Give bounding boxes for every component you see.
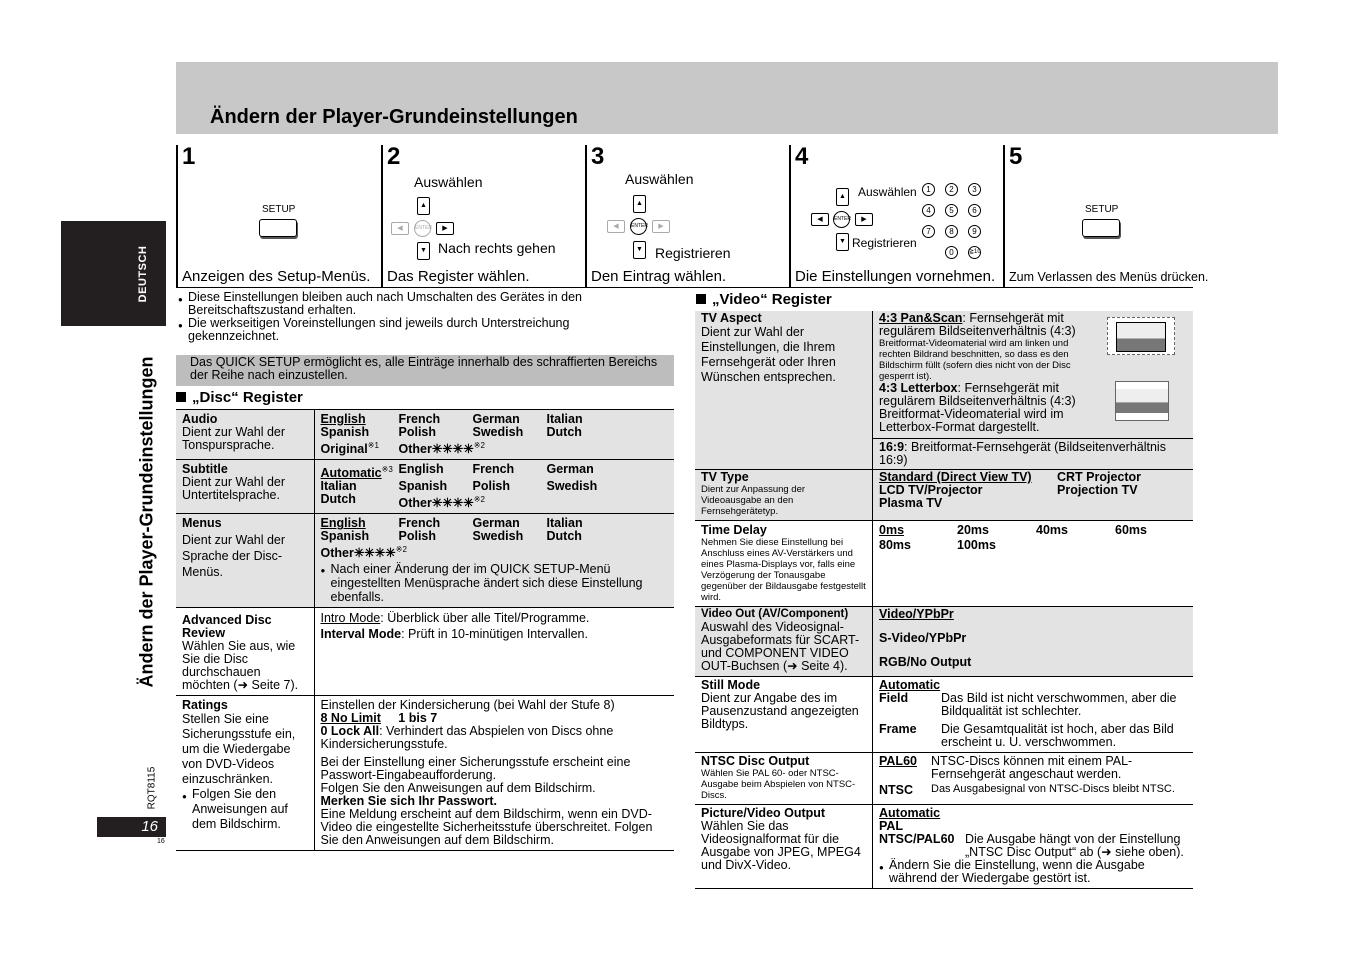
table-row [176, 607, 674, 695]
enter-button[interactable]: ENTER [833, 211, 850, 228]
setting-name: Video Out (AV/Component) [701, 608, 849, 620]
numkey-8[interactable]: 8 [945, 225, 958, 238]
option-pal60[interactable]: PAL60 NTSC-Discs können mit einem PAL-Fernsehgerät angeschaut werden. [879, 754, 1133, 781]
select-label: Auswählen [858, 185, 917, 199]
video-table [695, 311, 1193, 889]
setup-button-label: SETUP [1085, 204, 1119, 215]
disc-section-title: „Disc“ Register [176, 389, 303, 406]
down-arrow-icon[interactable]: ▼ [417, 242, 430, 260]
enter-button[interactable]: ENTER [630, 218, 647, 235]
ratings-text: Merken Sie sich Ihr Passwort. [320, 793, 497, 808]
option-french[interactable]: French [472, 462, 515, 477]
setting-desc: Dient zur Wahl der Sprache der Disc-Menüs. [182, 533, 286, 580]
table-row [176, 695, 674, 850]
setting-name: Advanced Disc Review [182, 612, 272, 640]
option-40ms[interactable]: 40ms [1036, 523, 1068, 537]
setup-button[interactable] [1082, 219, 1120, 237]
option-other[interactable]: Other✳✳✳✳$^{※2}$ [320, 545, 407, 561]
numkey-6[interactable]: 6 [968, 204, 981, 217]
audio-options [314, 410, 674, 460]
option-english[interactable]: English [320, 516, 366, 531]
register-label: Registrieren [655, 245, 731, 261]
setting-name: Time Delay [701, 523, 767, 537]
up-arrow-icon[interactable]: ▲ [633, 195, 646, 213]
down-arrow-icon[interactable]: ▼ [633, 241, 646, 259]
videoout-options [873, 607, 1194, 677]
numkey-5[interactable]: 5 [945, 204, 958, 217]
option-italian[interactable]: Italian [320, 479, 357, 494]
note-item: ● Diese Einstellungen bleiben auch nach Umschalten des Gerätes in den Bereitschaftszustand erhalten. [178, 291, 648, 317]
ratings-intro: Einstellen der Kindersicherung (bei Wahl der Stufe 8) [320, 697, 615, 712]
step-caption: Zum Verlassen des Menüs drücken. [1009, 270, 1209, 284]
pan-scan-detail: Breitformat-Videomaterial wird am linken und rechten Bildrand beschnitten, so dass es den Bildschirm füllt (sofern dies nicht von der Disc gesperrt ist). [879, 338, 1071, 382]
option-standard[interactable]: Standard (Direct View TV) [879, 470, 1032, 484]
left-arrow-icon[interactable]: ◀ [811, 213, 829, 226]
table-row [695, 607, 1193, 677]
option-spanish[interactable]: Spanish [320, 425, 370, 439]
option-letterbox[interactable]: 4:3 Letterbox: Fernsehgerät mit regulärem Bildseitenverhältnis (4:3) Breitformat-Videomaterial wird im Letterbox-Format dargestellt. [879, 381, 1076, 434]
tvtype-options [873, 470, 1194, 521]
setting-name: Picture/Video Output [701, 806, 826, 820]
setting-desc: Wählen Sie aus, wie Sie die Disc durchschauen möchten (➜ Seite 7). [182, 638, 299, 692]
option-ntsc[interactable]: NTSC Das Ausgabesignal von NTSC-Discs bleibt NTSC. [879, 783, 1175, 797]
setting-desc: Dient zur Anpassung der Videoausgabe an den Fernsehgerätetyp. [701, 484, 806, 517]
option-french[interactable]: French [398, 516, 441, 531]
ratings-text: Folgen Sie den Anweisungen auf dem Bildschirm. [320, 780, 596, 795]
document-code: RQT8115 [146, 766, 158, 810]
numkey-3[interactable]: 3 [968, 183, 981, 196]
numkey-4[interactable]: 4 [922, 204, 935, 217]
numkey-9[interactable]: 9 [968, 225, 981, 238]
option-100ms[interactable]: 100ms [957, 538, 996, 552]
option-dutch[interactable]: Dutch [546, 425, 582, 439]
right-arrow-icon[interactable]: ▶ [436, 222, 454, 235]
step-1 [176, 145, 381, 288]
select-label: Auswählen [625, 171, 694, 187]
option-range[interactable]: 1 bis 7 [398, 710, 438, 725]
option-english[interactable]: English [398, 462, 444, 477]
up-arrow-icon[interactable]: ▲ [836, 188, 849, 206]
option-interval-mode[interactable]: Interval Mode: Prüft in 10-minütigen Intervallen. [320, 626, 588, 641]
still-options [873, 677, 1194, 753]
option-polish[interactable]: Polish [472, 479, 511, 494]
delay-options [873, 521, 1194, 607]
option-60ms[interactable]: 60ms [1115, 523, 1147, 537]
step-number: 4 [795, 143, 809, 170]
step-5 [1003, 143, 1209, 288]
option-plasma[interactable]: Plasma TV [879, 496, 943, 510]
table-row [695, 753, 1193, 805]
setting-desc: Dient zur Wahl der Tonspursprache. [182, 425, 286, 452]
option-lock-all[interactable]: 0 Lock All: Verhindert das Abspielen von Discs ohne Kindersicherungsstufe. [320, 723, 614, 751]
option-dutch[interactable]: Dutch [320, 492, 356, 507]
table-row [695, 677, 1193, 753]
left-arrow-icon[interactable]: ◀ [391, 222, 409, 235]
step-number: 1 [182, 143, 196, 170]
option-crt[interactable]: CRT Projector [1057, 470, 1142, 484]
ntsc-options [873, 753, 1194, 805]
option-dutch[interactable]: Dutch [546, 529, 582, 544]
option-pal[interactable]: PAL [879, 819, 904, 833]
note-item: ● Die werkseitigen Voreinstellungen sind jeweils durch Unterstreichung gekennzeichnet. [178, 317, 648, 343]
option-german[interactable]: German [472, 516, 520, 531]
table-row [176, 460, 674, 514]
ratings-options [314, 695, 674, 850]
numkey-0[interactable]: 0 [945, 246, 958, 259]
ratings-bullet: ● Folgen Sie den Anweisungen auf dem Bildschirm. [182, 787, 308, 832]
vertical-section-title: Ändern der Player-Grundeinstellungen [136, 356, 157, 688]
page-number: 16 [97, 817, 166, 837]
option-spanish[interactable]: Spanish [398, 479, 448, 494]
header-band [176, 62, 1278, 134]
table-row [176, 410, 674, 460]
step-2 [381, 145, 585, 288]
disc-table [176, 409, 674, 851]
quick-setup-banner: Das QUICK SETUP ermöglicht es, alle Einträge innerhalb des schraffierten Bereichs der Reihe nach einzustellen. [176, 355, 674, 386]
numkey-7[interactable]: 7 [922, 225, 935, 238]
option-0ms[interactable]: 0ms [879, 523, 905, 537]
step-number: 3 [591, 143, 605, 170]
option-polish[interactable]: Polish [398, 529, 437, 544]
option-english[interactable]: English [320, 412, 366, 426]
option-projection[interactable]: Projection TV [1057, 483, 1138, 497]
option-french[interactable]: French [398, 412, 441, 426]
ratings-text: Eine Meldung erscheint auf dem Bildschirm, wenn ein DVD-Video die eingestellte Sicherheitsstufe überschreitet. Folgen Sie den Anweisungen auf dem Bildschirm. [320, 806, 653, 847]
option-80ms[interactable]: 80ms [879, 538, 911, 552]
option-pan-scan[interactable]: 4:3 Pan&Scan: Fernsehgerät mit regulärem Bildseitenverhältnis (4:3) [879, 311, 1076, 338]
right-arrow-icon[interactable]: ▶ [855, 213, 873, 226]
numkey-1[interactable]: 1 [922, 183, 935, 196]
option-original[interactable]: Original$^{※1}$ [320, 441, 379, 457]
option-ntsc-pal60[interactable]: NTSC/PAL60 Die Ausgabe hängt von der Einstellung „NTSC Disc Output“ ab (➜ siehe oben). [879, 832, 1184, 859]
select-label: Auswählen [414, 174, 483, 190]
setting-desc: Wählen Sie PAL 60- oder NTSC-Ausgabe beim Abspielen von NTSC-Discs. [701, 768, 856, 801]
step-number: 5 [1009, 143, 1023, 170]
option-german[interactable]: German [546, 462, 594, 477]
language-tab [61, 221, 166, 326]
up-arrow-icon[interactable]: ▲ [417, 197, 430, 215]
picture-options [873, 805, 1194, 889]
option-swedish[interactable]: Swedish [472, 529, 524, 544]
setting-name: Menus [182, 516, 222, 531]
menus-note: ● Nach einer Änderung der im QUICK SETUP-Menü eingestellten Menüsprache ändert sich diese Einstellung ebenfalls. [321, 562, 669, 604]
option-spanish[interactable]: Spanish [320, 529, 370, 544]
language-tab-label: DEUTSCH [137, 245, 149, 303]
setting-name: Ratings [182, 697, 228, 712]
setting-desc: Dient zur Wahl der Untertitelsprache. [182, 475, 286, 503]
step-3 [585, 145, 789, 288]
option-intro-mode[interactable]: Intro Mode: Überblick über alle Titel/Programme. [320, 610, 590, 625]
option-italian[interactable]: Italian [546, 412, 583, 426]
video-section-title: „Video“ Register [696, 291, 832, 308]
setup-button[interactable] [259, 219, 297, 237]
step-4 [789, 145, 1003, 288]
adr-options [314, 607, 674, 695]
setting-name: Subtitle [182, 462, 228, 477]
setting-desc: Dient zur Wahl der Einstellungen, die Ihrem Fernsehgerät oder Ihren Wünschen entsprechen. [701, 325, 836, 384]
setting-desc: Auswahl des Videosignal-Ausgabeformats für SCART- und COMPONENT VIDEO OUT-Buchsen (➜ Seite 4). [701, 620, 860, 673]
option-german[interactable]: German [472, 412, 520, 426]
enter-button[interactable]: ENTER [414, 220, 431, 237]
option-swedish[interactable]: Swedish [546, 479, 598, 494]
option-automatic[interactable]: Automatic [879, 678, 941, 692]
option-swedish[interactable]: Swedish [472, 425, 524, 439]
register-label: Registrieren [852, 236, 917, 250]
numkey-10-plus[interactable]: ≧10 [968, 246, 981, 259]
option-other[interactable]: Other✳✳✳✳$^{※2}$ [398, 495, 485, 511]
page-title: Ändern der Player-Grundeinstellungen [210, 106, 578, 128]
step-number: 2 [387, 143, 401, 170]
setting-name: TV Aspect [701, 311, 762, 325]
setting-name: Audio [182, 412, 218, 426]
table-row [695, 805, 1193, 889]
option-italian[interactable]: Italian [546, 516, 583, 531]
step-caption: Den Eintrag wählen. [591, 268, 727, 285]
table-row [176, 514, 674, 607]
setting-name: NTSC Disc Output [701, 754, 810, 768]
option-automatic[interactable]: Automatic$^{※3}$ [320, 465, 393, 481]
option-lcd[interactable]: LCD TV/Projector [879, 483, 983, 497]
table-row [695, 521, 1193, 607]
step-caption: Die Einstellungen vornehmen. [795, 268, 996, 285]
option-frame[interactable]: Frame Die Gesamtqualität ist hoch, aber das Bild erscheint u. U. verschwommen. [879, 722, 1174, 749]
table-row [695, 311, 1193, 470]
option-no-limit[interactable]: 8 No Limit [320, 710, 381, 725]
option-polish[interactable]: Polish [398, 425, 437, 439]
letterbox-illustration [1115, 381, 1169, 421]
setup-button-label: SETUP [262, 204, 296, 215]
table-row [695, 470, 1193, 521]
tvaspect-options [873, 311, 1194, 470]
move-right-label: Nach rechts gehen [438, 240, 556, 256]
step-caption: Anzeigen des Setup-Menüs. [182, 268, 371, 285]
option-16-9[interactable]: 16:9: Breitformat-Fernsehgerät (Bildseitenverhältnis 16:9) [873, 438, 1193, 469]
down-arrow-icon[interactable]: ▼ [836, 233, 849, 251]
setting-desc: Dient zur Angabe des im Pausenzustand angezeigten Bildtyps. [701, 691, 859, 731]
option-20ms[interactable]: 20ms [957, 523, 989, 537]
menus-options [314, 514, 674, 607]
option-video-ypbpr[interactable]: Video/YPbPr [879, 607, 954, 621]
picture-note: ● Ändern Sie die Einstellung, wenn die Ausgabe während der Wiedergabe gestört ist. [879, 859, 1187, 885]
setting-desc: Wählen Sie das Videosignalformat für die Ausgabe von JPEG, MPEG4 und DivX-Video. [701, 819, 861, 872]
setting-name: Still Mode [701, 678, 761, 692]
right-arrow-icon[interactable]: ▶ [652, 220, 670, 233]
ratings-text: Bei der Einstellung einer Sicherungsstufe erscheint eine Passwort-Eingabeaufforderung. [320, 754, 631, 782]
subtitle-options [314, 460, 674, 514]
numkey-2[interactable]: 2 [945, 183, 958, 196]
pan-scan-illustration [1107, 317, 1175, 355]
option-svideo-ypbpr[interactable]: S-Video/YPbPr [879, 631, 967, 645]
setting-desc: Nehmen Sie diese Einstellung bei Anschluss eines AV-Verstärkers und eines Plasma-Displays vor, falls eine Verzögerung der Tonausgabe gegenüber der Bildausgabe festgestellt wird. [701, 537, 866, 603]
step-caption: Das Register wählen. [387, 268, 530, 285]
option-rgb[interactable]: RGB/No Output [879, 655, 972, 669]
option-other[interactable]: Other✳✳✳✳$^{※2}$ [398, 441, 485, 457]
page-number-small: 16 [157, 838, 165, 845]
left-arrow-icon[interactable]: ◀ [607, 220, 625, 233]
option-field[interactable]: Field Das Bild ist nicht verschwommen, aber die Bildqualität ist schlechter. [879, 691, 1177, 718]
notes [178, 291, 648, 343]
setting-name: TV Type [701, 470, 749, 484]
option-automatic[interactable]: Automatic [879, 806, 941, 820]
setting-desc: Stellen Sie eine Sicherungsstufe ein, um die Wiedergabe von DVD-Videos einzuschränken. [182, 711, 296, 786]
